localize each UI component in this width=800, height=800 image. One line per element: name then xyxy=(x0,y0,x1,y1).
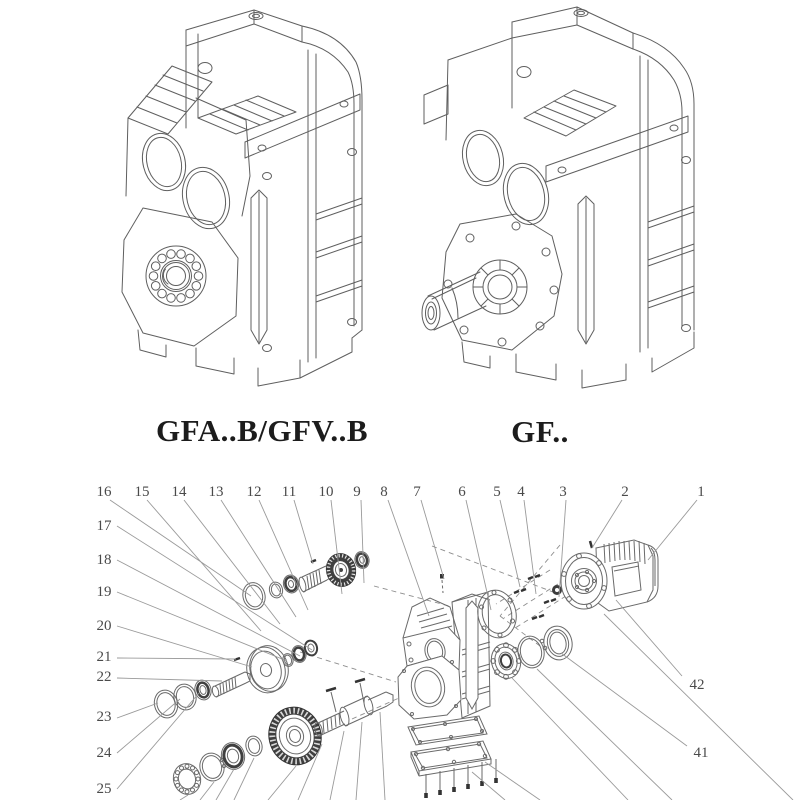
gasket xyxy=(408,716,487,745)
output-gear xyxy=(263,702,327,771)
exploded-parts-diagram xyxy=(97,484,794,800)
callout-numbers xyxy=(97,484,709,797)
motor-flange xyxy=(561,553,607,609)
callout-number: 14 xyxy=(171,484,187,500)
bearing-seal-parts-drawing xyxy=(488,623,575,681)
input-shaft-assembly-drawing xyxy=(240,550,371,612)
callout-number: 10 xyxy=(318,484,334,500)
bottom-cover xyxy=(411,741,491,776)
input-bores xyxy=(137,129,236,234)
callout-number: 1 xyxy=(697,484,705,500)
output-bearing xyxy=(146,246,206,306)
callout-number: 16 xyxy=(96,484,112,500)
shaft-nut xyxy=(552,585,562,595)
oil-seal xyxy=(541,623,575,662)
callout-number: 2 xyxy=(621,484,629,500)
callout-number: 11 xyxy=(281,484,297,500)
callout-number: 25 xyxy=(96,781,112,797)
gearbox-drawing-gfab xyxy=(122,10,362,386)
output-hub xyxy=(473,260,527,314)
model-label-left: GFA..B/GFV..B xyxy=(155,413,369,448)
callout-number: 15 xyxy=(134,484,150,500)
terminal-box xyxy=(612,562,641,596)
callout-number: 21 xyxy=(96,649,112,665)
callout-number: 41 xyxy=(693,745,709,761)
callout-number: 12 xyxy=(246,484,262,500)
input-bores xyxy=(457,126,555,229)
callout-number: 42 xyxy=(689,677,705,693)
gearbox-drawing-gf xyxy=(422,7,694,388)
callout-number: 4 xyxy=(517,484,525,500)
roller-bearing xyxy=(170,761,204,798)
retaining-ring xyxy=(515,634,547,671)
motor-assembly-drawing xyxy=(561,540,658,611)
callout-number: 5 xyxy=(493,484,501,500)
callout-number: 22 xyxy=(96,669,112,685)
callout-number: 17 xyxy=(96,518,112,534)
callout-number: 8 xyxy=(380,484,388,500)
oil-plug-icon xyxy=(249,13,263,20)
callout-number: 6 xyxy=(458,484,466,500)
callout-number: 23 xyxy=(96,709,112,725)
callout-number: 3 xyxy=(559,484,567,500)
callout-number: 24 xyxy=(96,745,112,761)
oil-plug-icon xyxy=(574,10,588,17)
callout-number: 18 xyxy=(96,552,112,568)
callout-number: 19 xyxy=(96,584,112,600)
model-label-right: GF.. xyxy=(511,414,569,449)
callout-number: 13 xyxy=(208,484,224,500)
callout-number: 20 xyxy=(96,618,112,634)
intermediate-gear-disc xyxy=(242,642,293,697)
callout-number: 7 xyxy=(413,484,421,500)
callout-number: 9 xyxy=(353,484,361,500)
